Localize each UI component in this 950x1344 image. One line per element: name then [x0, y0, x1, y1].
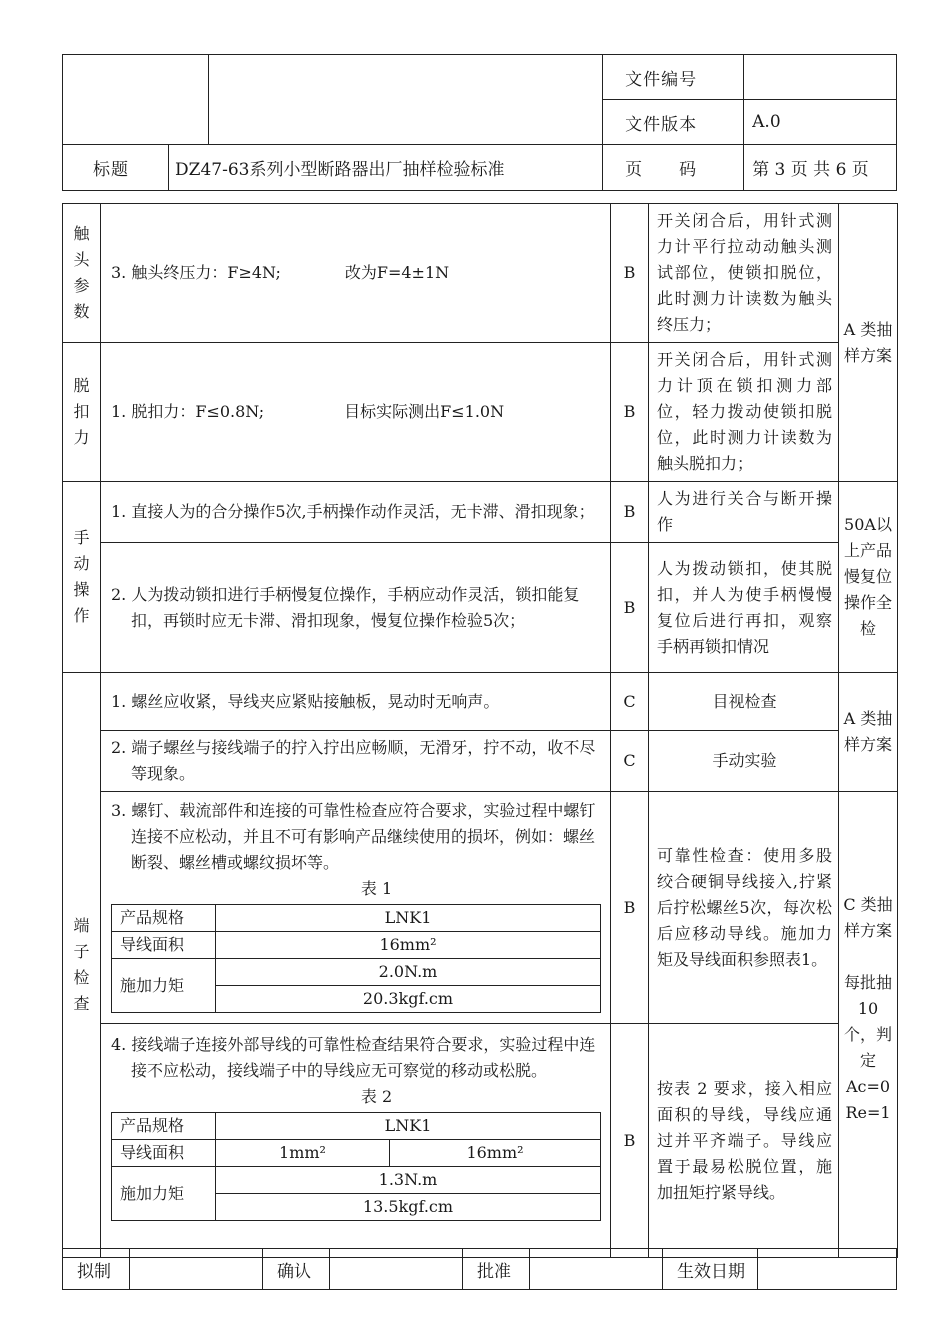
draft-value: [130, 1249, 263, 1290]
grade-cell: C: [611, 731, 649, 792]
plan-c-note: 每批抽10个，判定Ac=0 Re=1: [843, 973, 892, 1122]
plan-c-label: C 类抽样方案: [843, 895, 893, 940]
category-contact: 触 头 参 数: [63, 204, 101, 343]
requirement-text: 3. 触头终压力：F≥4N; 改为F=4±1N: [101, 204, 611, 343]
area-value-2: 16mm²: [390, 1140, 601, 1167]
requirement-text: 1. 螺丝应收紧，导线夹应紧贴接触板，晃动时无响声。: [111, 691, 500, 711]
torque-value-kgf: 13.5kgf.cm: [216, 1194, 601, 1221]
signature-footer: [62, 1248, 897, 1290]
page-label: 页 码: [603, 145, 744, 191]
draft-label: 拟制: [63, 1249, 130, 1290]
torque-label: 施加力矩: [112, 959, 216, 1013]
grade-cell: B: [611, 343, 649, 482]
sampling-plan-full: 50A以上产品慢复位操作全检: [839, 482, 898, 673]
torque-label: 施加力矩: [112, 1167, 216, 1221]
title-value: DZ47-63系列小型断路器出厂抽样检验标准: [169, 145, 603, 191]
category-release: 脱 扣 力: [63, 343, 101, 482]
method-cell: 人为进行关合与断开操作: [649, 482, 839, 543]
area-value: 16mm²: [216, 932, 601, 959]
category-terminal: 端 子 检 查: [63, 673, 101, 1258]
area-label: 导线面积: [112, 932, 216, 959]
requirement-text: 1. 脱扣力：F≤0.8N; 目标实际测出F≤1.0N: [101, 343, 611, 482]
approve-value: [530, 1249, 663, 1290]
table-caption: 表 2: [360, 1087, 393, 1106]
requirement-text: 1. 直接人为的合分操作5次,手柄操作动作灵活，无卡滞、滑扣现象；: [111, 502, 595, 521]
page-value: 第 3 页 共 6 页: [744, 145, 897, 191]
table-row: [63, 673, 898, 731]
spec-table-2: [111, 1112, 601, 1221]
category-manual: 手 动 操 作: [63, 482, 101, 673]
method-cell: 人为拨动锁扣，使其脱扣，并人为使手柄慢慢复位后进行再扣，观察手柄再锁扣情况: [649, 543, 839, 673]
table-row: [63, 543, 898, 673]
inspection-table: [62, 203, 898, 1258]
spec-table-1: [111, 904, 601, 1013]
confirm-label: 确认: [263, 1249, 330, 1290]
spec-value: LNK1: [216, 1113, 601, 1140]
requirement-text: 3. 螺钉、载流部件和连接的可靠性检查应符合要求，实验过程中螺钉连接不应松动，并且不可有影响产品继续使用的损坏，例如：螺丝断裂、螺丝槽或螺纹损坏等。: [111, 801, 596, 872]
requirement-text: 4. 接线端子连接外部导线的可靠性检查结果符合要求，实验过程中连接不应松动，接线端子中的导线应无可察觉的移动或松脱。: [111, 1035, 596, 1080]
grade-cell: B: [611, 1024, 649, 1258]
table-row: [63, 204, 898, 343]
torque-value-nm: 2.0N.m: [216, 959, 601, 986]
spec-label: 产品规格: [112, 905, 216, 932]
area-label: 导线面积: [112, 1140, 216, 1167]
table-caption: 表 1: [360, 879, 393, 898]
table-row: [63, 792, 898, 1024]
torque-value-kgf: 20.3kgf.cm: [216, 986, 601, 1013]
confirm-value: [330, 1249, 463, 1290]
method-cell: 目视检查: [649, 673, 839, 731]
table-row: [63, 482, 898, 543]
requirement-text: 2. 端子螺丝与接线端子的拧入拧出应畅顺，无滑牙，拧不动，收不尽等现象。: [111, 738, 596, 783]
requirement-text: 2. 人为拨动锁扣进行手柄慢复位操作，手柄应动作灵活，锁扣能复扣，再锁时应无卡滞、滑扣现象，慢复位操作检验5次；: [111, 584, 580, 630]
table-row: [63, 731, 898, 792]
company-area: [209, 55, 603, 145]
sampling-plan-a: A 类抽样方案: [839, 204, 898, 482]
doc-ver-label: 文件版本: [603, 100, 744, 145]
method-cell: 按表 2 要求，接入相应面积的导线，导线应通过并平齐端子。导线应置于最易松脱位置，施加扭矩拧紧导线。: [649, 1024, 839, 1258]
table-row: [63, 1024, 898, 1258]
sampling-plan-a: A 类抽样方案: [839, 673, 898, 792]
torque-value-nm: 1.3N.m: [216, 1167, 601, 1194]
document-header: [62, 54, 897, 191]
area-value-1: 1mm²: [216, 1140, 390, 1167]
method-cell: 开关闭合后，用针式测力计平行拉动动触头测试部位，使锁扣脱位，此时测力计读数为触头终压力；: [649, 204, 839, 343]
grade-cell: C: [611, 673, 649, 731]
spec-value: LNK1: [216, 905, 601, 932]
grade-cell: B: [611, 543, 649, 673]
grade-cell: B: [611, 792, 649, 1024]
doc-ver-value: A.0: [744, 100, 897, 145]
doc-no-value: [744, 55, 897, 100]
grade-cell: B: [611, 482, 649, 543]
method-cell: 可靠性检查：使用多股绞合硬铜导线接入,拧紧后拧松螺丝5次，每次松后应移动导线。施加力矩及导线面积参照表1。: [649, 792, 839, 1024]
grade-cell: B: [611, 204, 649, 343]
approve-label: 批准: [463, 1249, 530, 1290]
method-cell: 开关闭合后，用针式测力计顶在锁扣测力部位，轻力拨动使锁扣脱位，此时测力计读数为触头脱扣力；: [649, 343, 839, 482]
effective-label: 生效日期: [663, 1249, 758, 1290]
doc-no-label: 文件编号: [603, 55, 744, 100]
method-cell: 手动实验: [649, 731, 839, 792]
sampling-plan-c: [839, 792, 898, 1258]
title-label: 标题: [63, 145, 169, 191]
logo-area: [63, 55, 209, 145]
effective-value: [758, 1249, 897, 1290]
spec-label: 产品规格: [112, 1113, 216, 1140]
table-row: [63, 343, 898, 482]
